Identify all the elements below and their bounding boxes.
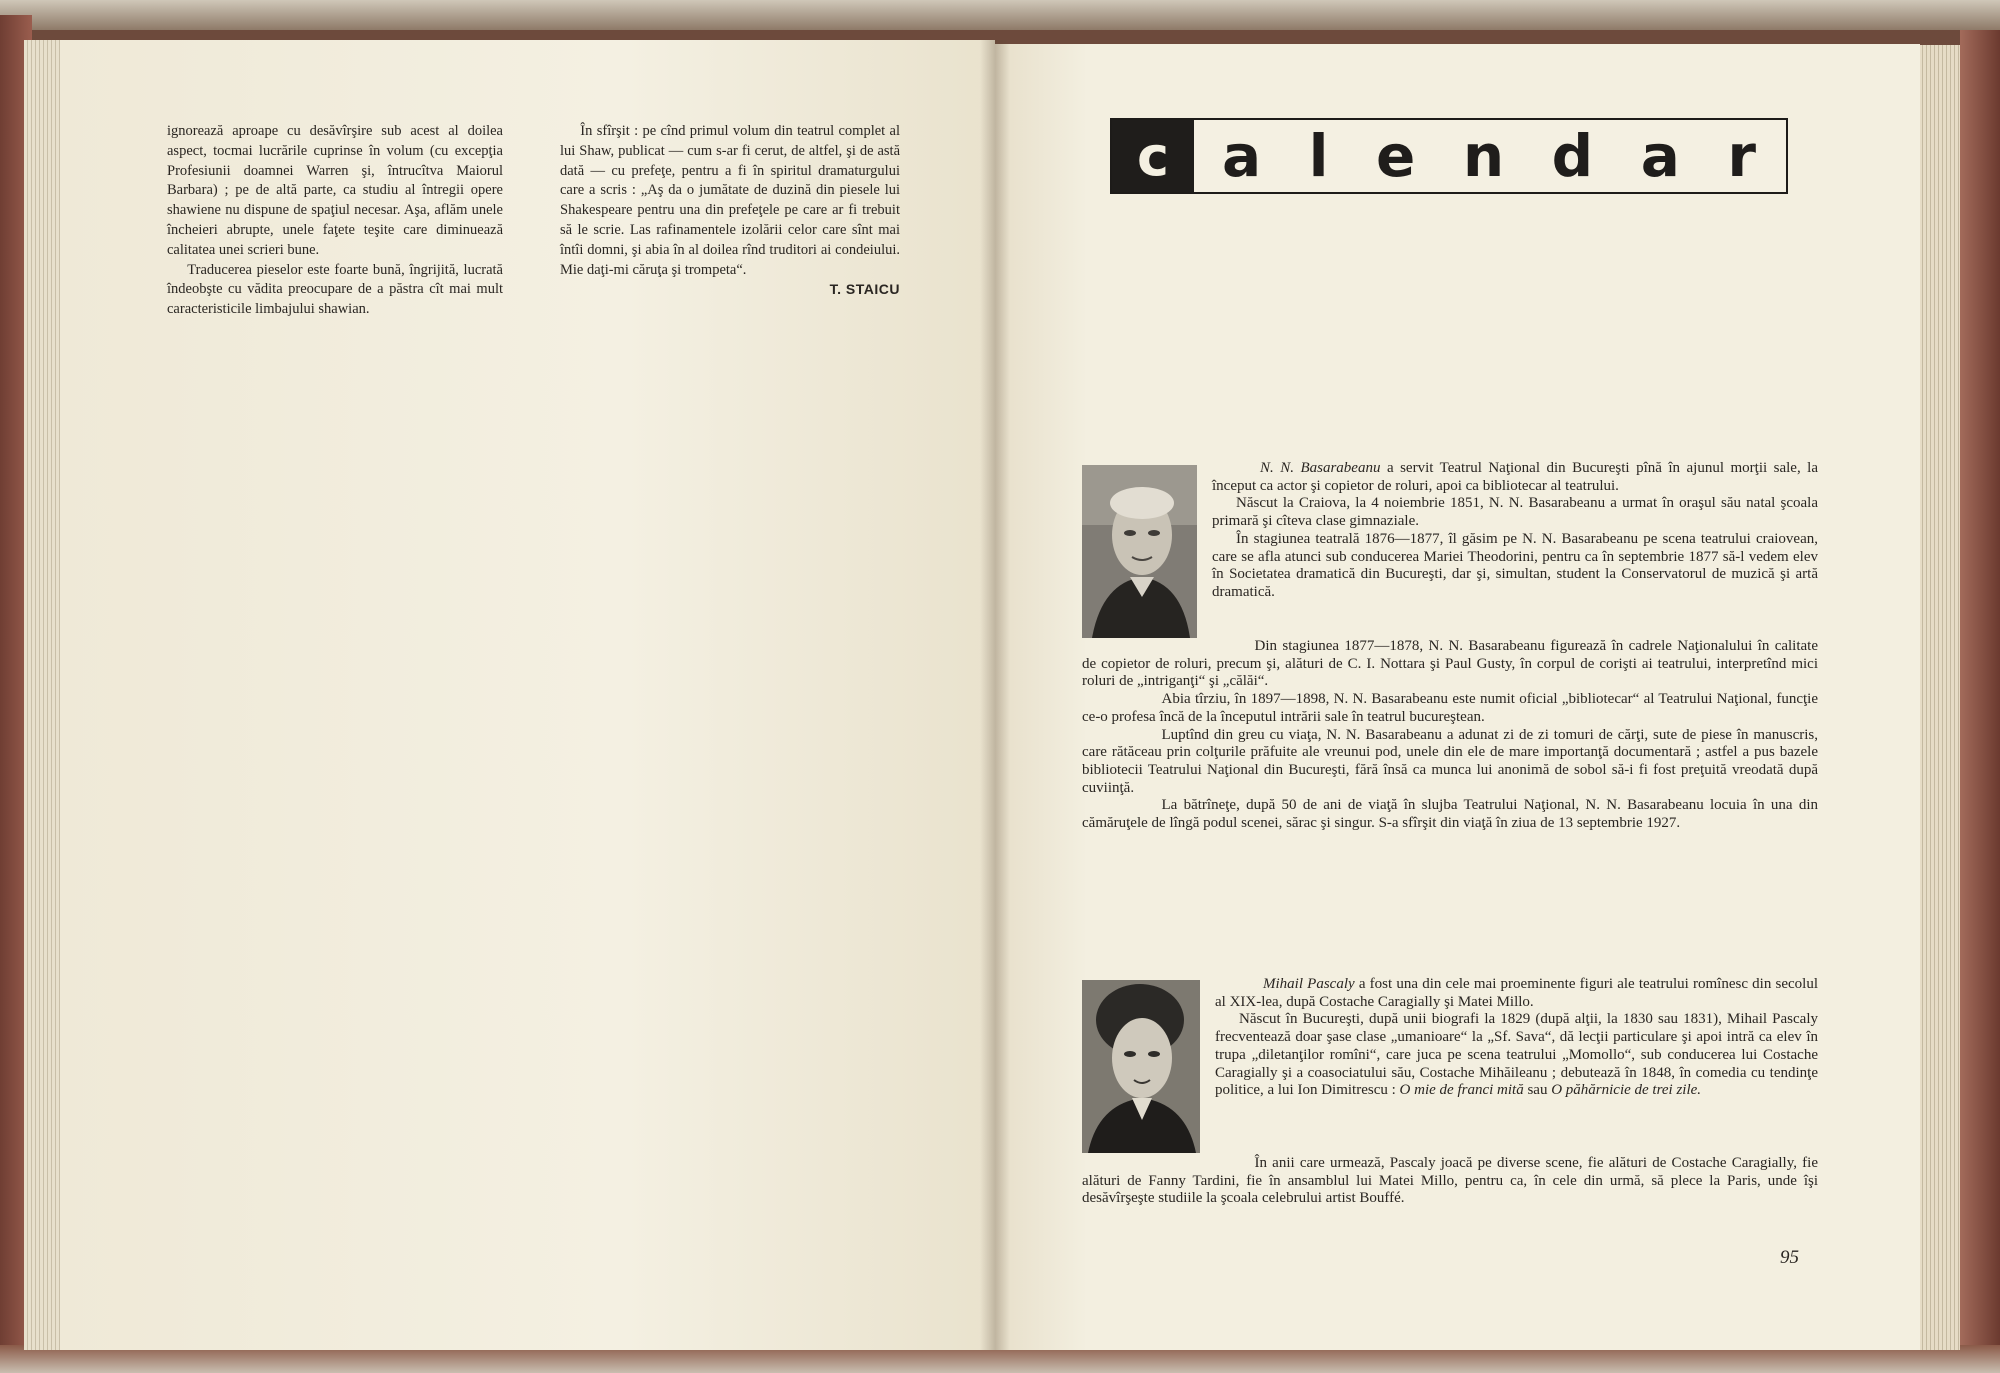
portrait-basarabeanu-image xyxy=(1082,465,1197,638)
portrait-basarabeanu xyxy=(1082,465,1197,638)
entry-basarabeanu-top xyxy=(1212,460,1818,602)
section-title-first-letter: c xyxy=(1112,120,1194,192)
paragraph: Din stagiunea 1877—1878, N. N. Basarabeanu figurează în cadrele Naţionalului în calitate de copietor de roluri, precum şi, alături de C. I. Nottara şi Paul Gusty, în corpul de corişti ai teatrului, interpretînd mici roluri de „intriganţi“ şi „călăi“. xyxy=(1082,638,1818,690)
title-letter: a xyxy=(1640,122,1680,190)
page-edges-left xyxy=(24,40,64,1350)
title-letter: l xyxy=(1308,122,1329,190)
paragraph: Abia tîrziu, în 1897—1898, N. N. Basarabeanu este numit oficial „bibliotecar“ al Teatrului Naţional, funcţie ce-o profesa încă de la începutul intrării sale în teatrul bucureştean. xyxy=(1082,691,1818,725)
entry-intro-text: a servit Teatrul Naţional din Bucureşti pînă în ajunul morţii sale, la început ca actor şi copietor de roluri, apoi ca bibliotecar al teatrului. xyxy=(1212,460,1818,494)
left-page-column-1 xyxy=(167,122,503,320)
book-cover-right xyxy=(1960,30,2000,1350)
portrait-pascaly xyxy=(1082,980,1200,1153)
entry-basarabeanu-bottom xyxy=(1082,638,1818,833)
connector-text: sau xyxy=(1523,1082,1552,1099)
title-letter: n xyxy=(1462,122,1505,190)
play-title: O mie de franci mită xyxy=(1399,1082,1524,1099)
page-edges-right xyxy=(1915,45,1960,1350)
paragraph-text: Născut în Bucureşti, după unii biografi la 1829 (după alţii, la 1830 sau 1831), Mihail Pascaly frecventează doar şase clase „umanioare“ la „Sf. Sava“, dă lecţii particulare şi apoi intră ca elev în trupa „diletanţilor romîni“, care juca pe scena teatrului „Momollo“, sub conducerea lui Costache Caragially şi a coasociatului său, Costache Mihăileanu ; debutează în 1848, în comedia cu tendinţe politice, a lui Ion Dimitrescu : xyxy=(1215,1011,1818,1099)
author-signature: T. STAICU xyxy=(829,281,900,298)
entry-intro xyxy=(1215,976,1818,1011)
portrait-pascaly-image xyxy=(1082,980,1200,1153)
paragraph: Traducerea pieselor este foarte bună, îngrijită, lucrată îndeobşte cu vădita preocupare de a păstra cît mai mult caracteristicile limbajului shawian. xyxy=(167,261,503,318)
paragraph: Născut la Craiova, la 4 noiembrie 1851, N. N. Basarabeanu a urmat în oraşul său natal şcoala primară şi cîteva clase gimnaziale. xyxy=(1212,495,1818,530)
paragraph: În stagiunea teatrală 1876—1877, îl găsim pe N. N. Basarabeanu pe scena teatrului craiovean, care se afla atunci sub conducerea Mariei Theodorini, pentru ca în septembrie 1877 să-l vedem elev în Societatea dramatică din Bucureşti, dar şi, simultan, student la Conservatorul de muzică şi artă dramatică. xyxy=(1212,530,1818,600)
paragraph xyxy=(1215,1011,1818,1100)
title-letter: r xyxy=(1727,122,1756,190)
entry-intro xyxy=(1212,460,1818,495)
section-title-letters xyxy=(1194,122,1786,190)
paragraph: Luptînd din greu cu viaţa, N. N. Basarabeanu a adunat zi de zi tomuri de cărţi, sute de piese în manuscris, care rătăceau prin colţurile prăfuite ale vreunui pod, unele din ele de mare importanţă documentară ; astfel a pus bazele bibliotecii Teatrului Naţional din Bucureşti, fără însă ca munca lui anonimă de sobol să-i fi fost preţuită vreodată după cuviinţă. xyxy=(1082,726,1818,796)
paragraph: În anii care urmează, Pascaly joacă pe diverse scene, fie alături de Costache Caragially, fie alături de Fanny Tardini, fie în ansamblul lui Matei Millo, pentru ca, în cele din urmă, să plece la Paris, unde îşi desăvîrşeşte studiile la şcoala celebrului artist Bouffé. xyxy=(1082,1155,1818,1207)
book-cover-top xyxy=(0,0,2000,30)
page-number: 95 xyxy=(1780,1247,1799,1268)
paragraph: În sfîrşit : pe cînd primul volum din teatrul complet al lui Shaw, publicat — cum s-ar fi cerut, de altfel, şi de astă dată — cu prefeţe, pentru a fi în spiritul dramaturgului care a scris : „Aş da o jumătate de duzină din piesele lui Shakespeare pentru una din prefeţele pe care ar fi trebuit să le scrie. Las rafinamentele izolării celor care sînt mai întîi domni, şi abia în al doilea rînd truditori ai condeiului. Mie daţi-mi căruţa şi trompeta“. xyxy=(560,123,900,278)
entry-pascaly-top xyxy=(1215,976,1818,1100)
paragraph: La bătrîneţe, după 50 de ani de viaţă în slujba Teatrului Naţional, N. N. Basarabeanu locuia în una din cămăruţele de lîngă podul scenei, sărac şi singur. S-a sfîrşit din viaţă în ziua de 13 septembrie 1927. xyxy=(1082,797,1818,832)
left-page-column-2 xyxy=(560,122,900,300)
title-letter: d xyxy=(1551,122,1594,190)
entry-intro-text: a fost una din cele mai proeminente figuri ale teatrului romînesc din secolul al XIX-lea, după Costache Caragially şi Matei Millo. xyxy=(1215,976,1819,1010)
entry-pascaly-bottom xyxy=(1082,1155,1818,1208)
person-name: Mihail Pascaly xyxy=(1263,976,1355,992)
book-gutter xyxy=(980,40,1010,1350)
paragraph: ignorează aproape cu desăvîrşire sub acest al doilea aspect, tocmai lucrările cuprinse în volum (cu excepţia Profesiunii doamnei Warren şi, întrucîtva Maiorul Barbara) ; pe de altă parte, ca studiu al întregii opere shawiene nu dispune de spaţiul necesar. Aşa, aflăm unele încheieri abrupte, unele faţete teşite care diminuează calitatea unei scrieri bune. xyxy=(167,123,503,258)
title-letter: e xyxy=(1376,122,1416,190)
section-title-calendar xyxy=(1110,118,1788,194)
play-title: O păhărnicie de trei zile. xyxy=(1551,1082,1702,1099)
title-letter: a xyxy=(1222,122,1262,190)
person-name: N. N. Basarabeanu xyxy=(1260,460,1381,476)
